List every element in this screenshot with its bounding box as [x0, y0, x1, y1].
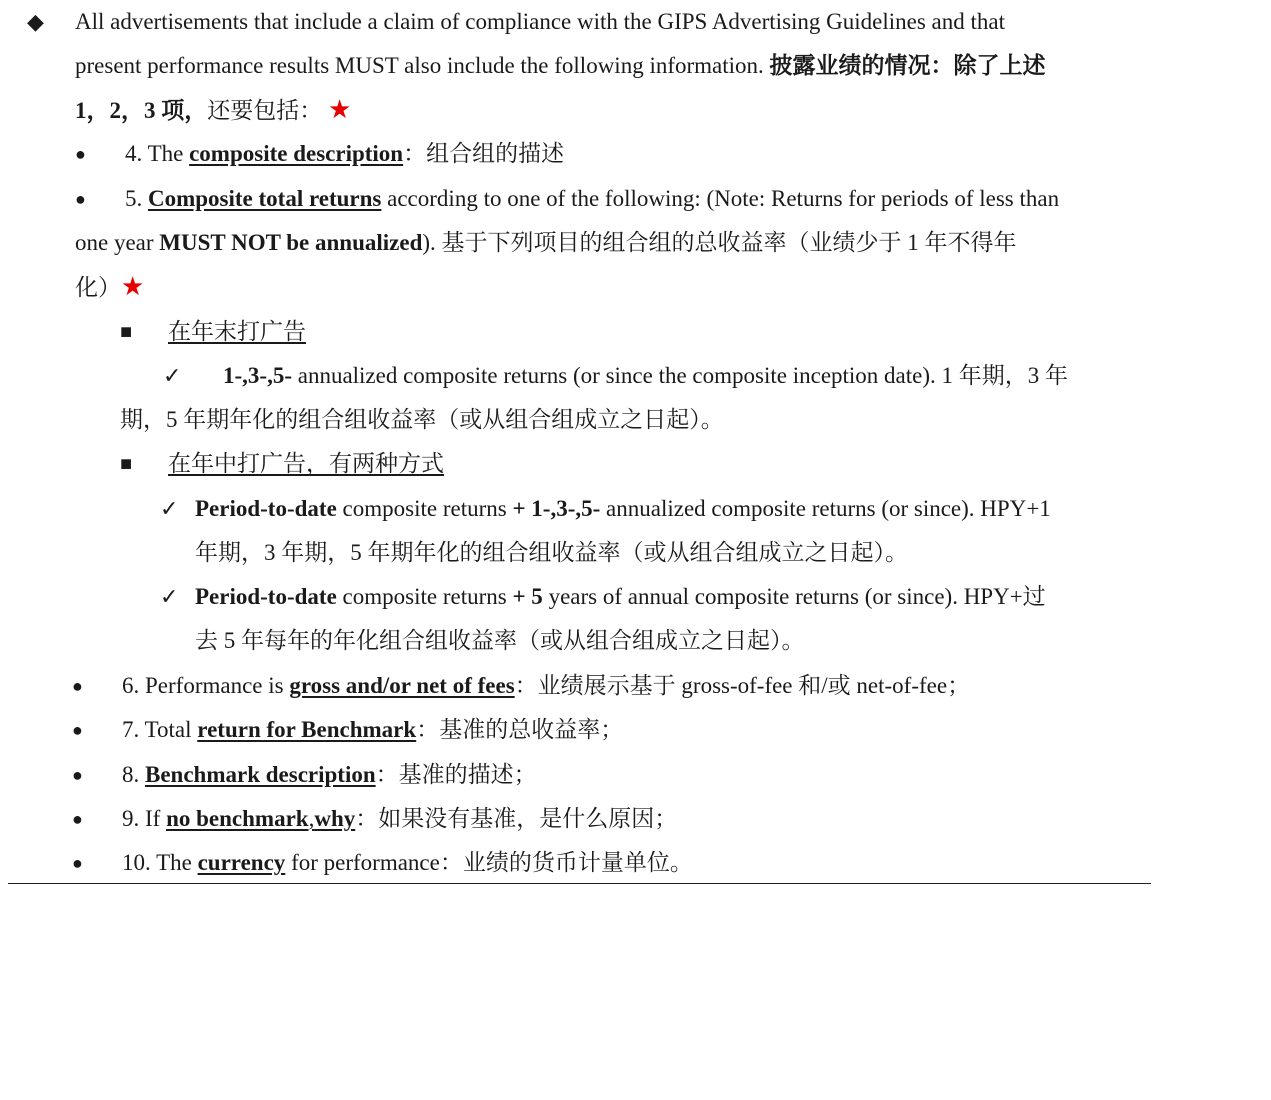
item-10-suffix: for performance：业绩的货币计量单位。: [285, 850, 693, 875]
star-icon: ★: [328, 95, 352, 124]
yearend-check-1-line-1: [223, 354, 1068, 398]
yearend-check-1-text: annualized composite returns (or since the composite inception date). 1 年期，3 年: [291, 363, 1069, 388]
item-4-suffix: ：组合组的描述: [403, 141, 565, 166]
item-5-l3-text: 化）: [75, 275, 121, 300]
item-8-term: Benchmark description: [145, 762, 376, 787]
intro-line-3-bold: 1，2，3 项，: [75, 98, 208, 123]
midyear-check-1-bold-2: + 1-,3-,5-: [512, 496, 601, 521]
yearend-check-1-bold: 1-,3-,5-: [223, 363, 292, 388]
square-bullet-icon: ■: [120, 321, 133, 343]
midyear-heading: [168, 442, 444, 486]
item-5-l2-prefix: one year: [75, 230, 160, 255]
yearend-check-1-line-2: 期，5 年期年化的组合组收益率（或从组合组成立之日起）。: [120, 407, 724, 432]
item-5-line-3: [75, 265, 144, 310]
item-9-prefix: 9. If: [122, 806, 167, 831]
midyear-check-2-bold-1: Period-to-date: [195, 584, 337, 609]
bullet-icon: ●: [75, 189, 86, 209]
bullet-icon: ●: [72, 676, 83, 696]
midyear-check-2-line-2: 去 5 年每年的年化组合组收益率（或从组合组成立之日起）。: [195, 628, 805, 653]
item-5-line-2: [75, 221, 1017, 265]
intro-line-2-text: present performance results MUST also include the following information.: [75, 53, 764, 78]
checkmark-icon: ✓: [160, 496, 179, 521]
diamond-bullet-icon: ◆: [27, 9, 44, 34]
item-5-line-1: [125, 177, 1059, 221]
item-7: [122, 708, 623, 752]
yearend-heading-text: 在年末打广告: [168, 319, 306, 344]
bullet-icon: ●: [72, 809, 83, 829]
midyear-check-1-bold-1: Period-to-date: [195, 496, 337, 521]
midyear-check-2-bold-2: + 5: [512, 584, 543, 609]
item-6-term: gross and/or net of fees: [289, 673, 515, 698]
item-6-suffix: ：业绩展示基于 gross-of-fee 和/或 net-of-fee；: [514, 673, 971, 698]
item-5-prefix: 5.: [125, 186, 148, 211]
checkmark-icon: ✓: [160, 584, 179, 609]
item-4-prefix: 4. The: [125, 141, 190, 166]
item-8-suffix: ：基准的描述；: [375, 762, 537, 787]
item-7-suffix: ：基准的总收益率；: [416, 717, 624, 742]
item-4: [125, 132, 564, 176]
item-5-l2-bold: MUST NOT be annualized: [159, 230, 423, 255]
item-10-prefix: 10. The: [122, 850, 198, 875]
intro-line-3-text: 还要包括：: [207, 98, 323, 123]
intro-line-2-cn: 披露业绩的情况：除了上述: [769, 53, 1046, 78]
item-8-prefix: 8.: [122, 762, 145, 787]
item-8: [122, 753, 537, 797]
midyear-heading-text: 在年中打广告，有两种方式: [168, 451, 444, 476]
square-bullet-icon: ■: [120, 453, 133, 475]
horizontal-divider: [8, 883, 1151, 884]
intro-line-3: [75, 88, 351, 133]
bullet-icon: ●: [72, 853, 83, 873]
yearend-heading: [168, 310, 306, 354]
item-7-term: return for Benchmark: [197, 717, 417, 742]
midyear-check-1-text-2: annualized composite returns (or since). HPY+1: [600, 496, 1051, 521]
item-9-term-2: why: [314, 806, 356, 831]
bullet-icon: ●: [75, 144, 86, 164]
item-5-l2-suffix: ). 基于下列项目的组合组的总收益率（业绩少于 1 年不得年: [422, 230, 1017, 255]
bullet-icon: ●: [72, 720, 83, 740]
item-6-prefix: 6. Performance is: [122, 673, 290, 698]
item-9-term-1: no benchmark: [166, 806, 309, 831]
midyear-check-2-text-2: years of annual composite returns (or since). HPY+过: [542, 584, 1046, 609]
item-10-term: currency: [197, 850, 286, 875]
item-10: [122, 841, 693, 885]
item-5-term: Composite total returns: [148, 186, 382, 211]
bullet-icon: ●: [72, 765, 83, 785]
item-9-separator: ,: [308, 806, 315, 831]
midyear-check-2-text-1: composite returns: [336, 584, 513, 609]
checkmark-icon: ✓: [163, 363, 182, 388]
item-5-suffix: according to one of the following: (Note: Returns for periods of less than: [381, 186, 1060, 211]
item-4-term: composite description: [189, 141, 404, 166]
item-7-prefix: 7. Total: [122, 717, 198, 742]
item-9: [122, 797, 677, 841]
midyear-check-1-line-2: 年期，3 年期，5 年期年化的组合组收益率（或从组合组成立之日起）。: [195, 540, 908, 565]
item-9-suffix: ：如果没有基准，是什么原因；: [355, 806, 678, 831]
star-icon: ★: [121, 272, 145, 301]
intro-line-1: All advertisements that include a claim of compliance with the GIPS Advertising Guidelines and that: [75, 9, 1006, 34]
item-6: [122, 664, 970, 708]
midyear-check-2-line-1: [195, 575, 1046, 619]
intro-line-2: [75, 44, 1046, 88]
midyear-check-1-text-1: composite returns: [336, 496, 513, 521]
midyear-check-1-line-1: [195, 487, 1051, 531]
